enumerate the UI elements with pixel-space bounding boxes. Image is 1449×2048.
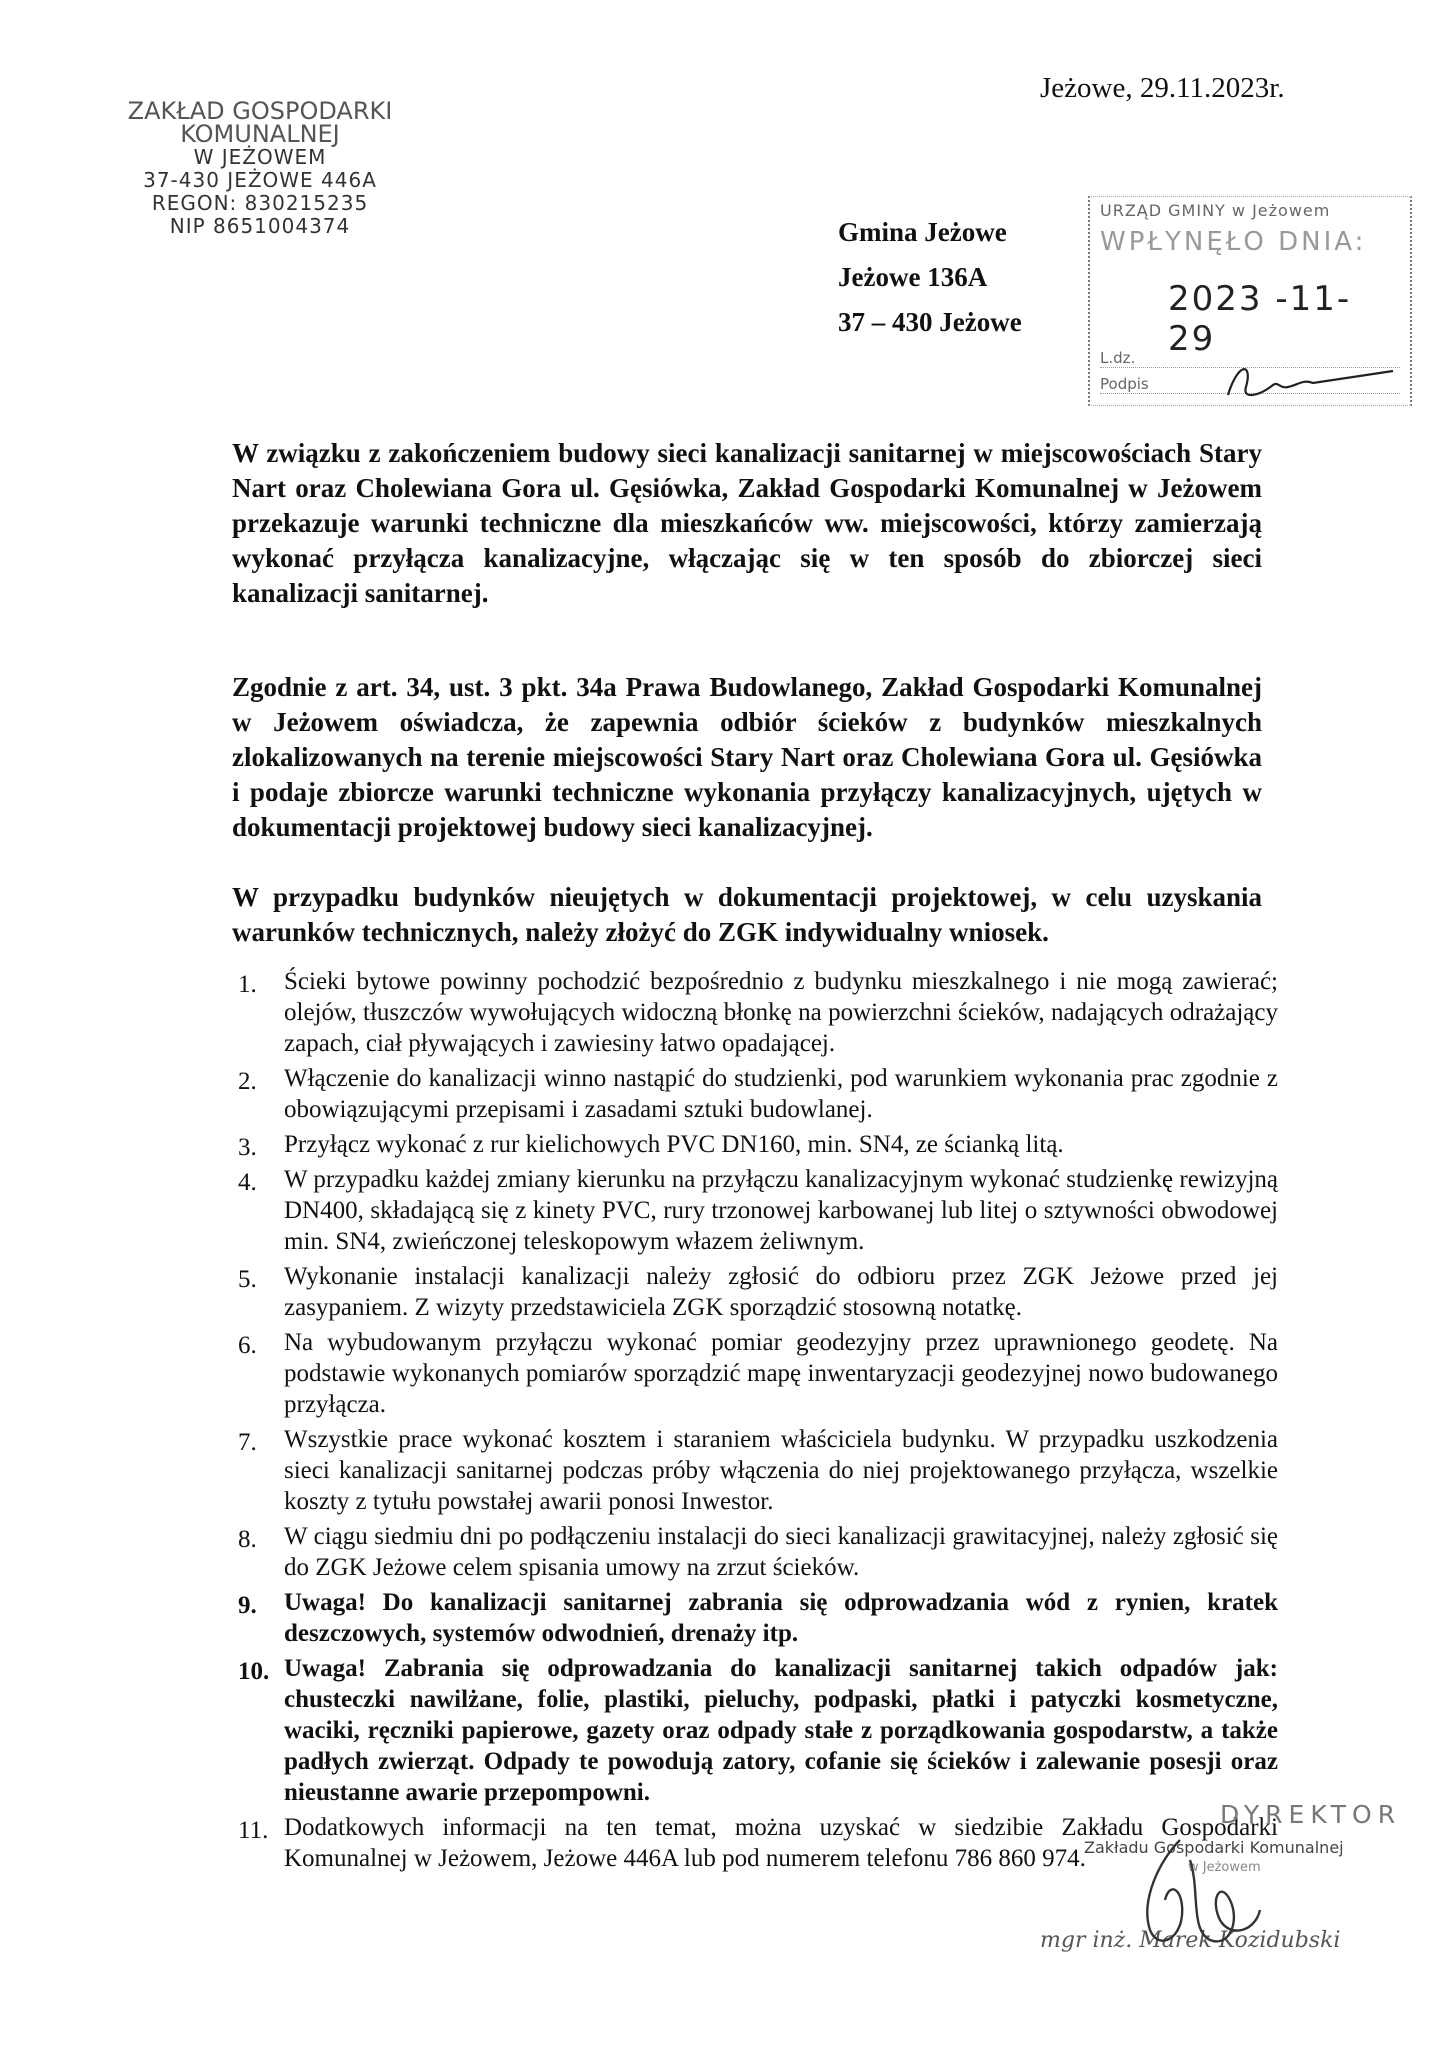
received-stamp-label: WPŁYNĘŁO DNIA: — [1100, 227, 1367, 257]
conditions-list — [228, 966, 1278, 1878]
received-stamp-date: 2023 -11- 29 — [1168, 279, 1352, 359]
company-stamp — [80, 97, 440, 238]
list-item: 3. Przyłącz wykonać z rur kielichowych PVC DN160, min. SN4, ze ścianką litą. — [238, 1131, 1064, 1161]
company-name: ZAKŁAD GOSPODARKI KOMUNALNEJ — [127, 97, 393, 148]
list-item: 11. Dodatkowych informacji na ten temat, można uzyskać w siedzibie Zakładu Gospodarki Komunalnej w Jeżowem, Jeżowe 446A lub pod numerem telefonu 786 860 974. — [238, 1814, 1278, 1872]
legal-paragraph: Zgodnie z art. 34, ust. 3 pkt. 34a Prawa Budowlanego, Zakład Gospodarki Komunalnej w Jeżowem oświadcza, że zapewnia odbiór ścieków z budynków mieszkalnych zlokalizowanych na terenie miejscowości Stary Nart oraz Cholewiana Gora ul. Gęsiówka i podaje zbiorcze warunki techniczne wykonania przyłączy kanalizacyjnych, ujętych w dokumentacji projektowej budowy sieci kanalizacyjnej. — [232, 672, 1262, 842]
list-item: 5. Wykonanie instalacji kanalizacji należy zgłosić do odbioru przez ZGK Jeżowe przed jej zasypaniem. Z wizyty przedstawiciela ZGK sporządzić stosowną notatkę. — [238, 1263, 1278, 1321]
received-stamp-office: URZĄD GMINY w Jeżowem — [1100, 201, 1331, 220]
intro-paragraph: W związku z zakończeniem budowy sieci kanalizacji sanitarnej w miejscowościach Stary Nart oraz Cholewiana Gora ul. Gęsiówka, Zakład Gospodarki Komunalnej w Jeżowem przekazuje warunki techniczne dla mieszkańców ww. miejscowości, którzy zamierzają wykonać przyłącza kanalizacyjne, włączając się w ten sposób do zbiorczej sieci kanalizacji sanitarnej. — [232, 438, 1262, 608]
addressee-block — [838, 210, 1022, 345]
list-item: 7. Wszystkie prace wykonać kosztem i staraniem właściciela budynku. W przypadku uszkodzenia sieci kanalizacji sanitarnej podczas próby włączenia do niej projektowanego przyłącza, wszelkie koszty z tytułu powstałej awarii ponosi Inwestor. — [238, 1426, 1278, 1515]
received-stamp-podpis: Podpis — [1100, 375, 1400, 394]
list-item: 8. W ciągu siedmiu dni po podłączeniu instalacji do sieci kanalizacji grawitacyjnej, należy zgłosić się do ZGK Jeżowe celem spisania umowy na zrzut ścieków. — [238, 1523, 1278, 1581]
other-buildings-paragraph: W przypadku budynków nieujętych w dokumentacji projektowej, w celu uzyskania warunków technicznych, należy złożyć do ZGK indywidualny wniosek. — [232, 882, 1262, 947]
addressee-name: Gmina Jeżowe — [838, 217, 1007, 247]
company-regon: REGON: 830215235 — [151, 191, 369, 215]
received-stamp — [1088, 196, 1412, 406]
addressee-postal: 37 – 430 Jeżowe — [838, 307, 1022, 337]
signature-org: Zakładu Gospodarki Komunalnej — [1084, 1838, 1344, 1857]
signature-name: mgr inż. Marek Kozidubski — [1040, 1928, 1341, 1953]
list-item: 1. Ścieki bytowe powinny pochodzić bezpośrednio z budynku mieszkalnego i nie mogą zawierać; olejów, tłuszczów wywołujących widoczną błonkę na powierzchni ścieków, nadających odrażający zapach, ciał pływających i zawiesiny łatwo opadającej. — [238, 968, 1278, 1057]
company-locality: W JEŻOWEM — [193, 145, 327, 169]
company-nip: NIP 8651004374 — [169, 214, 351, 238]
signature-title: DYREKTOR — [1220, 1800, 1402, 1829]
letter-date: Jeżowe, 29.11.2023r. — [1040, 72, 1285, 104]
received-stamp-ldz: L.dz. — [1100, 349, 1400, 368]
company-address: 37-430 JEŻOWE 446A — [143, 168, 377, 192]
received-stamp-signature-icon — [1218, 357, 1398, 407]
list-item: 2. Włączenie do kanalizacji winno nastąpić do studzienki, pod warunkiem wykonania prac zgodnie z obowiązującymi przepisami i zasadami sztuki budowlanej. — [238, 1065, 1278, 1123]
addressee-street: Jeżowe 136A — [838, 262, 988, 292]
list-item: 4. W przypadku każdej zmiany kierunku na przyłączu kanalizacyjnym wykonać studzienkę rewizyjną DN400, składającą się z kinety PVC, rury trzonowej karbowanej lub litej o sztywności obwodowej min. SN4, zwieńczonej teleskopowym włazem żeliwnym. — [238, 1166, 1278, 1255]
list-item: 9. Uwaga! Do kanalizacji sanitarnej zabrania się odprowadzania wód z rynien, kratek deszczowych, systemów odwodnień, drenaży itp. — [238, 1589, 1278, 1647]
list-item: 10. Uwaga! Zabrania się odprowadzania do kanalizacji sanitarnej takich odpadów jak: chusteczki nawilżane, folie, plastiki, pieluchy, podpaski, płatki i patyczki kosmetyczne, waciki, ręczniki papierowe, gazety oraz odpady stałe z porządkowania gospodarstw, a także padłych zwierząt. Odpady te powodują zatory, cofanie się ścieków i zalewanie posesji oraz nieustanne awarie przepompowni. — [238, 1655, 1278, 1806]
handwritten-signature-icon — [1120, 1820, 1280, 1970]
list-item: 6. Na wybudowanym przyłączu wykonać pomiar geodezyjny przez uprawnionego geodetę. Na podstawie wykonanych pomiarów sporządzić mapę inwentaryzacji geodezyjnej nowo budowanego przyłącza. — [238, 1329, 1278, 1418]
signature-block — [1020, 1800, 1420, 2020]
signature-city: w Jeżowem — [1188, 1860, 1261, 1875]
